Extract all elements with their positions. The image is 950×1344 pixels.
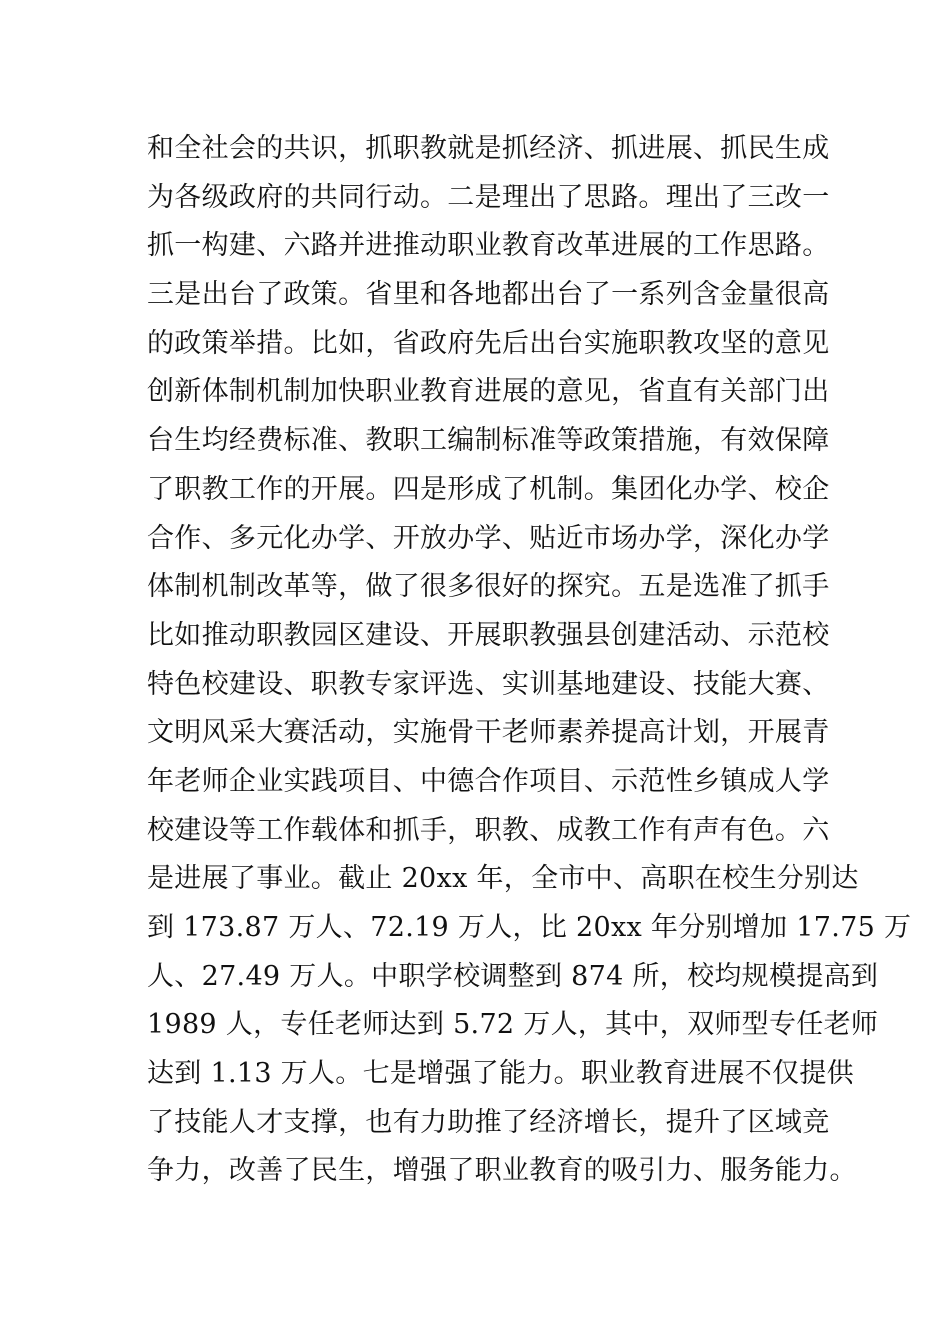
text-line-15: 校建设等工作载体和抓手，职教、成教工作有声有色。六 (147, 814, 830, 846)
text-line-6: 创新体制机制加快职业教育进展的意见，省直有关部门出 (147, 376, 830, 408)
text-line-13: 文明风采大赛活动，实施骨干老师素养提高计划，开展青 (147, 717, 830, 749)
text-line-11: 比如推动职教园区建设、开展职教强县创建活动、示范校 (147, 619, 830, 651)
text-line-21: 了技能人才支撑，也有力助推了经济增长，提升了区域竞 (147, 1106, 830, 1138)
body-text (147, 125, 912, 1196)
text-line-12: 特色校建设、职教专家评选、实训基地建设、技能大赛、 (147, 668, 830, 700)
text-line-17: 到 173.87 万人、72.19 万人，比 20xx 年分别增加 17.75 万 (147, 912, 912, 943)
text-line-1: 和全社会的共识，抓职教就是抓经济、抓进展、抓民生成 (147, 133, 830, 164)
text-line-4: 三是出台了政策。省里和各地都出台了一系列含金量很高 (147, 279, 830, 311)
text-line-8: 了职教工作的开展。四是形成了机制。集团化办学、校企 (147, 473, 830, 505)
text-line-2: 为各级政府的共同行动。二是理出了思路。理出了三改一 (147, 181, 830, 213)
text-line-22: 争力，改善了民生，增强了职业教育的吸引力、服务能力。 (147, 1155, 857, 1187)
text-line-19: 1989 人，专任老师达到 5.72 万人，其中，双师型专任老师 (147, 1009, 879, 1041)
text-line-7: 台生均经费标准、教职工编制标准等政策措施，有效保障 (147, 425, 830, 457)
text-line-3: 抓一构建、六路并进推动职业教育改革进展的工作思路。 (147, 230, 830, 262)
text-line-18: 人、27.49 万人。中职学校调整到 874 所，校均规模提高到 (147, 960, 879, 992)
text-line-5: 的政策举措。比如，省政府先后出台实施职教攻坚的意见 (147, 327, 830, 359)
text-line-20: 达到 1.13 万人。七是增强了能力。职业教育进展不仅提供 (147, 1058, 854, 1090)
text-line-10: 体制机制改革等，做了很多很好的探究。五是选准了抓手 (147, 571, 830, 603)
text-line-14: 年老师企业实践项目、中德合作项目、示范性乡镇成人学 (147, 765, 830, 797)
text-line-9: 合作、多元化办学、开放办学、贴近市场办学，深化办学 (147, 522, 830, 554)
text-line-16: 是进展了事业。截止 20xx 年，全市中、高职在校生分别达 (147, 863, 859, 895)
